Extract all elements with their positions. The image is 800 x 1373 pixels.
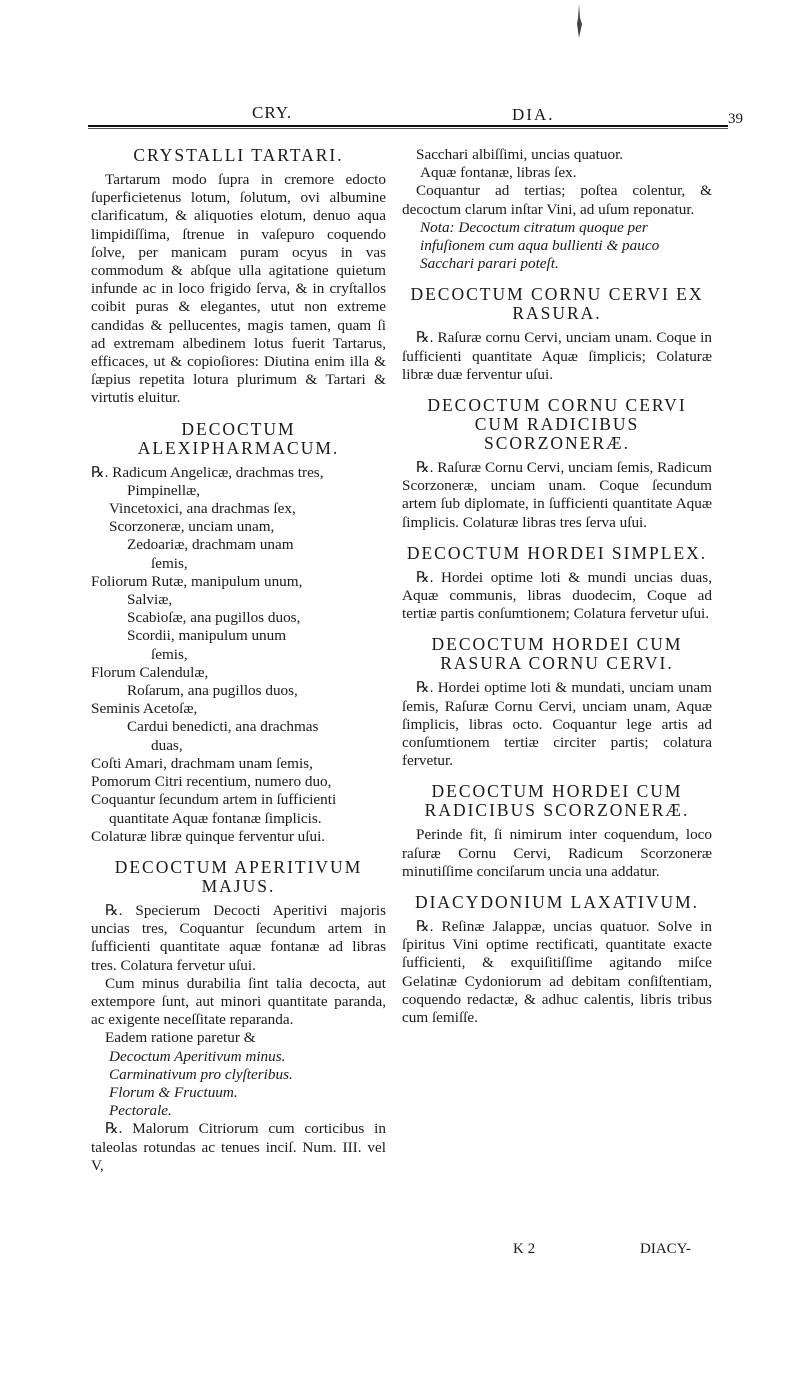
header-rule: [88, 125, 728, 127]
header-right-word: DIA.: [512, 105, 555, 124]
text-line: ℞. Radicum Angelicæ, drachmas tres,: [91, 463, 324, 481]
catchword: DIACY-: [640, 1241, 691, 1257]
text-line: ℞. Reſinæ Jalappæ, uncias quatuor. Solve in ſpiritus Vini optime rectificati, quantitate exacte ſufficienti, & exquiſitiſſime agitando miſce Gelatinæ Cydoniorum ad debitam conſiſtentiam, coquendo redactæ, & adhuc calentis, libris tribus cum ſemiſſe.: [402, 918, 712, 1027]
text-line: Zedoariæ, drachmam unam: [127, 536, 294, 554]
text-line: Perinde fit, ſi nimirum inter coquendum, loco raſuræ Cornu Cervi, Radicum Scorzoneræ minutiſſime conciſarum uncia una addatur.: [402, 826, 712, 880]
text-line: Pectorale.: [109, 1102, 172, 1120]
text-line: ℞. Raſuræ cornu Cervi, unciam unam. Coque in ſufficienti quantitate Aquæ ſimplicis; Colaturæ libræ duæ ferventur uſui.: [402, 329, 712, 383]
text-line: Vincetoxici, ana drachmas ſex,: [109, 500, 296, 518]
section-heading: DECOCTUM HORDEI SIMPLEX.: [406, 542, 708, 563]
text-line: ℞. Hordei optime loti & mundi uncias duas, Aquæ communis, libras duodecim, Coque ad tertiæ partis conſumtionem; Colatura fervetur uſui.: [402, 568, 712, 623]
text-line: Cardui benedicti, ana drachmas: [127, 718, 319, 736]
text-line: Aquæ fontanæ, libras ſex.: [420, 164, 577, 182]
section-heading: DECOCTUM HORDEI CUM RADICIBUS SCORZONERÆ.: [424, 781, 690, 821]
text-line: ℞. Malorum Citriorum cum corticibus in taleolas rotundas ac tenues inciſ. Num. III. vel V,: [91, 1120, 386, 1174]
section-heading: DECOCTUM APERITIVUM MAJUS.: [114, 856, 363, 896]
section-heading: DECOCTUM CORNU CERVI CUM RADICIBUS SCORZONERÆ.: [427, 395, 687, 454]
text-line: ſemis,: [151, 554, 188, 572]
text-line: Decoctum Aperitivum minus.: [109, 1047, 286, 1065]
text-line: Cum minus durabilia ſint talia decocta, aut extempore ſunt, aut minori quantitate paranda, ac exigente neceſſitate reparanda.: [91, 974, 386, 1029]
text-line: Foliorum Rutæ, manipulum unum,: [91, 572, 303, 590]
text-line: Coquantur ad tertias; poſtea colentur, & decoctum clarum inſtar Vini, ad uſum reponatur.: [402, 182, 712, 218]
section-heading: DECOCTUM HORDEI CUM RASURA CORNU CERVI.: [431, 634, 683, 674]
section-heading: CRYSTALLI TARTARI.: [133, 145, 344, 165]
text-line: Sacchari albiſſimi, uncias quatuor.: [416, 146, 624, 163]
text-line: ℞. Hordei optime loti & mundati, unciam unam ſemis, Raſuræ Cornu Cervi, unciam unam, Aquæ ſimplicis, libras octo. Coquantur lege artis ad conſumtionem tertiæ circiter partis; colatura fervetur.: [402, 679, 712, 770]
text-line: Seminis Acetoſæ,: [91, 700, 198, 718]
header-left-word: CRY.: [252, 103, 293, 122]
text-line: Roſarum, ana pugillos duos,: [127, 682, 298, 700]
text-line: duas,: [151, 736, 183, 754]
text-line: Salviæ,: [127, 591, 173, 609]
text-line: Coſti Amari, drachmam unam ſemis,: [91, 754, 313, 772]
text-line: Tartarum modo ſupra in cremore edocto ſuperficietenus lotum, ſolutum, ovi albumine clarificatum, & aliquoties elotum, denuo aqua limpidiſſima, ſtrenue in vaſepuro coquendo ſolve, per manicam puram ocyus in vas commodum & abſque ulla agitatione quietum infunde ac in loco frigido ſerva, & in cryſtallos coibit puras & elegantes, utut non extreme candidas & pellucentes, magis tamen, quam ſi ad extremam albedinem lotus fuerit Tartarus, efficaces, ut & copioſiores: Diutina enim illa & ſæpius repetita lotura plurimum & Tartari & virtutis eluitur.: [91, 171, 386, 407]
text-line: ſemis,: [151, 645, 188, 663]
text-line: Carminativum pro clyſteribus.: [109, 1065, 293, 1083]
text-line: Nota: Decoctum citratum quoque per infuſionem cum aqua bullienti & pauco Sacchari parari poteſt.: [420, 218, 660, 273]
signature-mark: K 2: [513, 1241, 536, 1257]
text-line: Florum Calendulæ,: [91, 663, 209, 681]
page-number: 39: [728, 111, 743, 127]
text-line: quantitate Aquæ fontanæ ſimplicis.: [109, 809, 322, 827]
text-line: ℞. Specierum Decocti Aperitivi majoris uncias tres, Coquantur ſecundum artem in ſufficienti quantitate aquæ fontanæ ad libras tres. Colatura fervetur uſui.: [91, 901, 386, 974]
text-line: Scorzoneræ, unciam unam,: [109, 518, 275, 536]
text-line: ℞. Raſuræ Cornu Cervi, unciam ſemis, Radicum Scorzoneræ, unciam unam. Coque ſecundum artem ſub diplomate, in ſufficienti quantitate Aquæ ſimplicis. Colaturæ libras tres ſerva uſui.: [402, 459, 712, 531]
text-line: Scabioſæ, ana pugillos duos,: [127, 609, 301, 627]
right-column: [402, 146, 712, 1027]
text-line: Scordii, manipulum unum: [127, 627, 287, 645]
text-line: Pomorum Citri recentium, numero duo,: [91, 773, 332, 791]
text-line: Florum & Fructuum.: [109, 1083, 238, 1101]
section-heading: DECOCTUM ALEXIPHARMACUM.: [137, 418, 340, 458]
text-line: Eadem ratione paretur &: [105, 1029, 256, 1047]
text-line: Coquantur ſecundum artem in ſufficienti: [91, 791, 337, 809]
section-heading: DECOCTUM CORNU CERVI EX RASURA.: [410, 284, 704, 324]
header-rule-thin: [88, 128, 728, 129]
section-heading: DIACYDONIUM LAXATIVUM.: [414, 892, 700, 913]
text-line: Pimpinellæ,: [127, 481, 200, 499]
ink-mark-icon: [574, 4, 584, 40]
left-column: [91, 146, 386, 1175]
text-line: Colaturæ libræ quinque ferventur uſui.: [91, 827, 326, 845]
